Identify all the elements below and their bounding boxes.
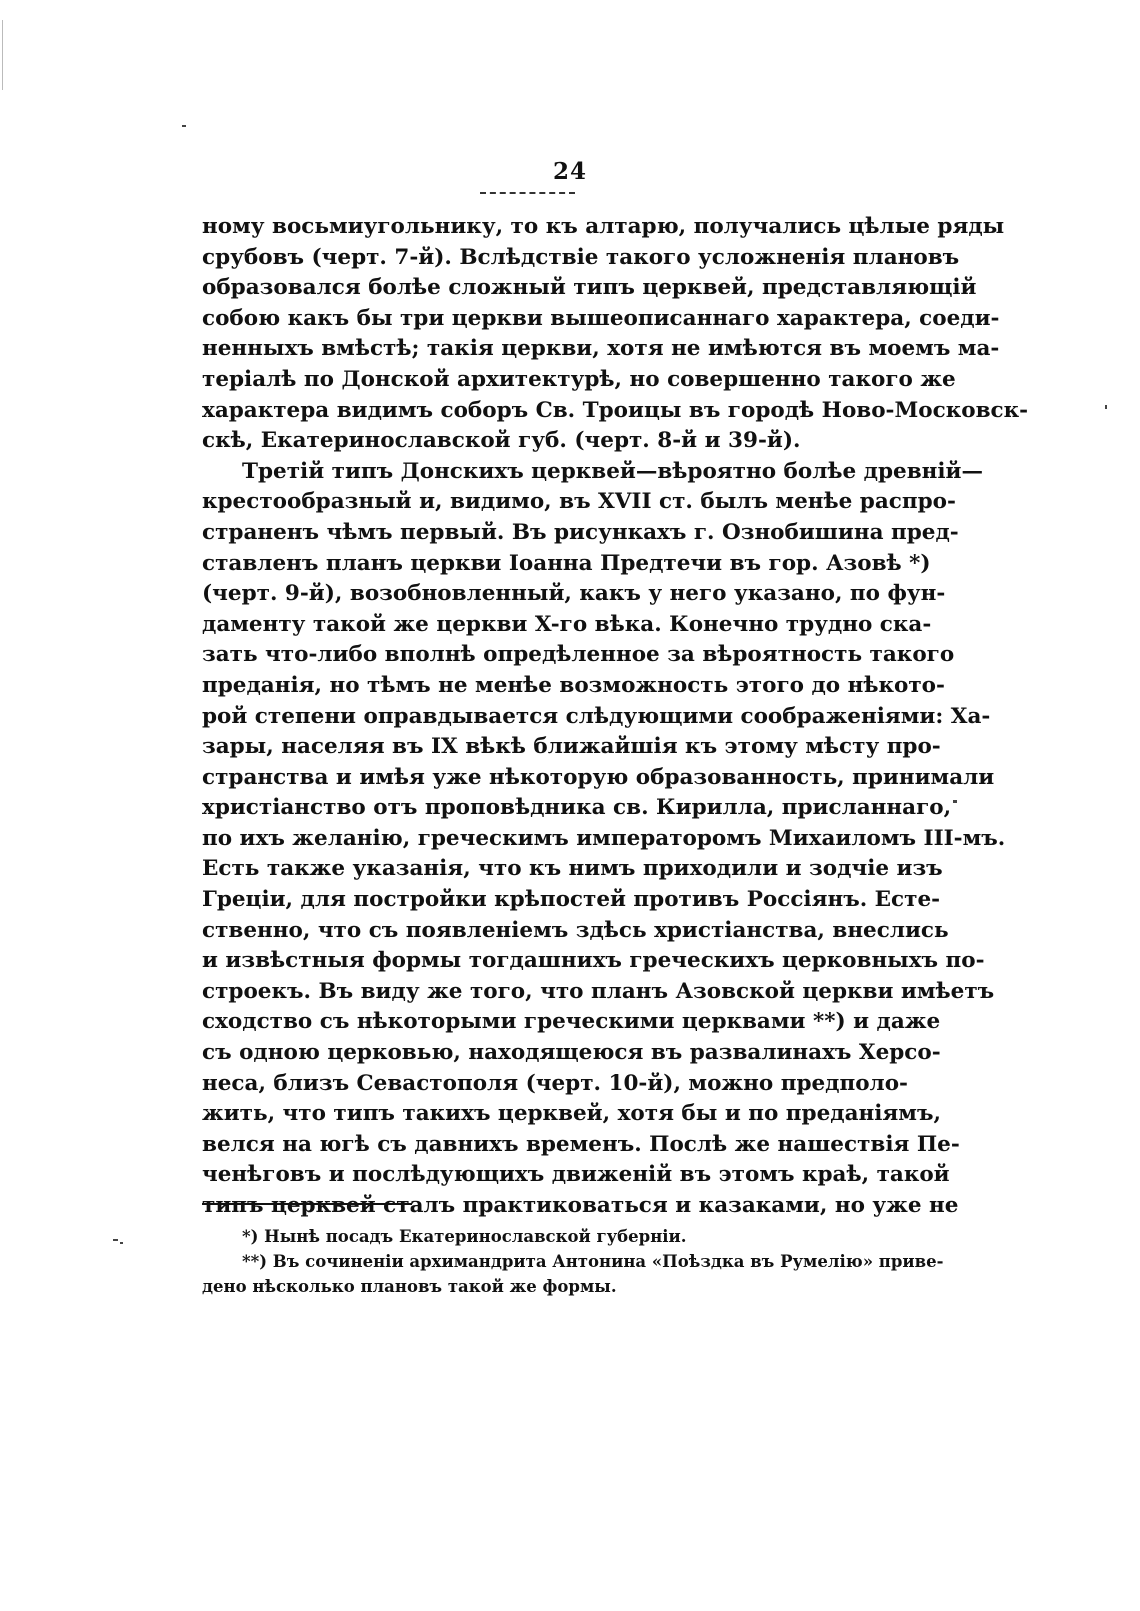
footnote-divider — [202, 1203, 412, 1205]
text-line: ному восьмиугольнику, то къ алтарю, получались цѣлые ряды — [202, 214, 1005, 239]
main-text — [202, 212, 1029, 1222]
text-line: ставленъ планъ церкви Іоанна Предтечи въ гор. Азовѣ *) — [202, 550, 931, 576]
text-line: теріалѣ по Донской архитектурѣ, но совершенно такого же — [202, 366, 956, 392]
text-line: неса, близъ Севастополя (черт. 10-й), можно предполо- — [202, 1070, 908, 1096]
text-line: Греціи, для постройки крѣпостей противъ Россіянъ. Есте- — [202, 887, 941, 913]
footnote-2-continued: дено нѣсколько плановъ такой же формы. — [202, 1277, 617, 1296]
text-line: Третій типъ Донскихъ церквей—вѣроятно болѣе древній— — [242, 458, 984, 484]
text-line: и извѣстныя формы тогдашнихъ греческихъ церковныхъ по- — [202, 948, 985, 974]
text-line: строекъ. Въ виду же того, что планъ Азовской церкви имѣетъ — [202, 978, 995, 1004]
text-line: сходство съ нѣкоторыми греческими церквами **) и даже — [202, 1009, 941, 1035]
footnotes — [202, 1224, 944, 1299]
scan-speck — [1105, 405, 1107, 409]
text-line: характера видимъ соборъ Св. Троицы въ городѣ Ново-Московск- — [202, 397, 1029, 423]
text-line: жить, что типъ такихъ церквей, хотя бы и по преданіямъ, — [202, 1101, 941, 1127]
text-line: даменту такой же церкви X-го вѣка. Конечно трудно ска- — [202, 611, 932, 637]
text-line: ченѣговъ и послѣдующихъ движеній въ этомъ краѣ, такой — [202, 1162, 950, 1188]
text-line: ненныхъ вмѣстѣ; такія церкви, хотя не имѣются въ моемъ ма- — [202, 336, 1000, 362]
page-number: 24 — [552, 158, 587, 185]
text-line: Есть также указанія, что къ нимъ приходили и зодчіе изъ — [202, 856, 943, 882]
text-line: странства и имѣя уже нѣкоторую образованность, принимали — [202, 764, 995, 790]
text-line: съ одною церковью, находящеюся въ развалинахъ Херсо- — [202, 1040, 941, 1066]
text-line: страненъ чѣмъ первый. Въ рисункахъ г. Ознобишина пред- — [202, 519, 959, 545]
text-line: зары, населяя въ IX вѣкѣ ближайшія къ этому мѣсту про- — [202, 734, 941, 760]
text-line: крестообразный и, видимо, въ XVII ст. былъ менѣе распро- — [202, 489, 956, 515]
text-line: зать что-либо вполнѣ опредѣленное за вѣроятность такого — [202, 642, 955, 668]
scan-speck — [953, 800, 957, 803]
text-line: велся на югѣ съ давнихъ временъ. Послѣ же нашествія Пе- — [202, 1131, 960, 1157]
text-line: ственно, что съ появленіемъ здѣсь христіанства, внеслись — [202, 917, 949, 943]
text-line: (черт. 9-й), возобновленный, какъ у него указано, по фун- — [202, 581, 946, 607]
text-line: образовался болѣе сложный типъ церквей, представляющій — [202, 275, 977, 301]
text-line: христіанство отъ проповѣдника св. Кирилла, присланнаго, — [202, 795, 952, 821]
scan-speck — [120, 1242, 123, 1244]
text-line: рой степени оправдывается слѣдующими соображеніями: Ха- — [202, 703, 991, 729]
text-line: типъ церквей сталъ практиковаться и казаками, но уже не — [202, 1193, 959, 1218]
text-line: срубовъ (черт. 7-й). Вслѣдствіе такого усложненія плановъ — [202, 244, 960, 270]
text-line: собою какъ бы три церкви вышеописаннаго характера, соеди- — [202, 305, 1000, 331]
text-line: скѣ, Екатеринославской губ. (черт. 8-й и 39-й). — [202, 428, 801, 454]
page-number-rule — [480, 192, 575, 194]
footnote-1: *) Нынѣ посадъ Екатеринославской губерніи. — [242, 1227, 687, 1246]
scan-speck — [2, 20, 3, 90]
text-line: по ихъ желанію, греческимъ императоромъ Михаиломъ III-мъ. — [202, 825, 1006, 851]
scan-speck — [182, 125, 186, 127]
text-line: преданія, но тѣмъ не менѣе возможность этого до нѣкото- — [202, 672, 945, 698]
scan-speck — [113, 1239, 118, 1241]
footnote-2: **) Въ сочиненіи архимандрита Антонина «Поѣздка въ Румелію» приве- — [242, 1252, 944, 1271]
